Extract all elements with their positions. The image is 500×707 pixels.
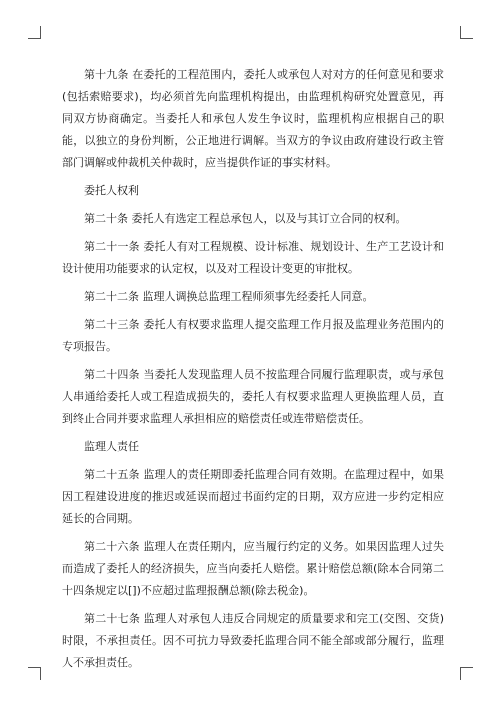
crop-mark-top-left (28, 26, 41, 39)
document-body (62, 64, 444, 680)
article-20: 第二十条 委托人有选定工程总承包人，以及与其订立合同的权利。 (84, 212, 407, 225)
article-26: 第二十六条 监理人在责任期内，应当履行约定的义务。如果因监理人过失而造成了委托人的经济损失，应当向委托人赔偿。累计赔偿总额(除本合同第二十四条规定以[])不应超过监理报酬总额(除去税金)。 (62, 540, 444, 597)
article-19: 第十九条 在委托的工程范围内，委托人或承包人对对方的任何意见和要求(包括索赔要求)，均必须首先向监理机构提出，由监理机构研究处置意见，再同双方协商确定。当委托人和承包人发生争议时，监理机构应根据自己的职能，以独立的身份判断，公正地进行调解。当双方的争议由政府建设行政主管部门调解或仲裁机关仲裁时，应当提供作证的事实材料。 (62, 68, 444, 169)
article-21: 第二十一条 委托人有对工程规模、设计标准、规划设计、生产工艺设计和设计使用功能要求的认定权，以及对工程设计变更的审批权。 (62, 240, 444, 275)
article-22: 第二十二条 监理人调换总监理工程师须事先经委托人同意。 (84, 290, 374, 303)
article-27: 第二十七条 监理人对承包人违反合同规定的质量要求和完工(交图、交货)时限，不承担责任。因不可抗力导致委托监理合同不能全部或部分履行，监理人不承担责任。 (62, 612, 444, 669)
crop-mark-bottom-right (460, 667, 473, 680)
crop-mark-bottom-left (28, 667, 41, 680)
article-23: 第二十三条 委托人有权要求监理人提交监理工作月报及监理业务范围内的专项报告。 (62, 318, 444, 353)
section-heading-supervisor-liability: 监理人责任 (84, 440, 139, 453)
article-25: 第二十五条 监理人的责任期即委托监理合同有效期。在监理过程中，如果因工程建设进度的推迟或延误而超过书面约定的日期，双方应进一步约定相应延长的合同期。 (62, 468, 444, 525)
crop-mark-top-right (460, 26, 473, 39)
section-heading-client-rights: 委托人权利 (84, 184, 139, 197)
article-24: 第二十四条 当委托人发现监理人员不按监理合同履行监理职责，或与承包人串通给委托人或工程造成损失的，委托人有权要求监理人更换监理人员，直到终止合同并要求监理人承担相应的赔偿责任或连带赔偿责任。 (62, 368, 444, 425)
